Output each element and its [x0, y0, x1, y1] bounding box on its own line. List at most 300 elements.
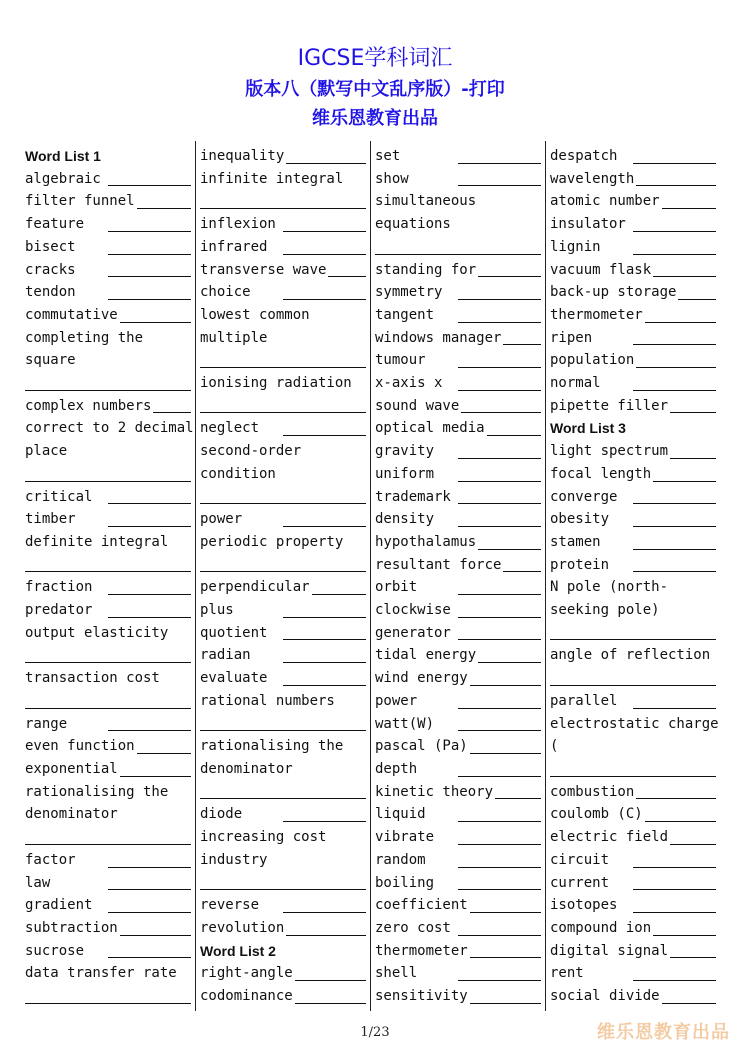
fill-in-blank[interactable]	[120, 776, 191, 777]
vocab-term: kinetic theory	[375, 783, 494, 800]
fill-in-blank[interactable]	[108, 594, 191, 595]
vocab-entry	[375, 599, 545, 622]
fill-in-blank[interactable]	[200, 208, 366, 209]
fill-in-blank[interactable]	[458, 639, 541, 640]
vocab-entry	[375, 213, 545, 236]
fill-in-blank[interactable]	[200, 730, 366, 731]
fill-in-blank[interactable]	[25, 481, 191, 482]
vocab-term: boiling	[375, 874, 435, 891]
vocab-entry	[200, 622, 370, 645]
vocab-term: back-up storage	[550, 284, 677, 301]
vocab-entry	[375, 894, 545, 917]
vocab-entry	[375, 168, 545, 191]
vocab-term: quotient	[200, 624, 268, 641]
vocab-term: tidal energy	[375, 647, 477, 664]
page-number: 1/23	[360, 1025, 390, 1040]
vocab-term: isotopes	[550, 897, 618, 914]
vocab-entry	[25, 667, 195, 690]
vocab-entry	[375, 281, 545, 304]
vocab-entry	[375, 327, 545, 350]
vocab-term: industry	[200, 851, 268, 868]
answer-blank-line	[200, 872, 370, 895]
vocab-entry	[25, 259, 195, 282]
fill-in-blank[interactable]	[108, 254, 191, 255]
fill-in-blank[interactable]	[662, 1003, 716, 1004]
fill-in-blank[interactable]	[286, 163, 366, 164]
fill-in-blank[interactable]	[25, 662, 191, 663]
answer-blank-line	[25, 690, 195, 713]
fill-in-blank[interactable]	[645, 821, 716, 822]
vocab-entry	[550, 735, 720, 758]
vocab-entry	[200, 917, 370, 940]
vocab-term: wavelength	[550, 170, 635, 187]
fill-in-blank[interactable]	[461, 412, 541, 413]
fill-in-blank[interactable]	[458, 481, 541, 482]
vocab-term: inflexion	[200, 216, 276, 233]
vocab-term: reverse	[200, 897, 260, 914]
fill-in-blank[interactable]	[458, 776, 541, 777]
vocab-entry	[25, 781, 195, 804]
vocab-entry	[550, 213, 720, 236]
vocab-term: radian	[200, 647, 251, 664]
vocab-term: rationalising the	[25, 783, 169, 800]
vocab-term: electrostatic charge	[550, 715, 719, 732]
vocab-entry	[25, 190, 195, 213]
vocab-entry	[200, 259, 370, 282]
vocab-entry	[200, 145, 370, 168]
vocab-entry	[200, 690, 370, 713]
fill-in-blank[interactable]	[670, 458, 716, 459]
vocab-entry	[375, 985, 545, 1008]
fill-in-blank[interactable]	[470, 912, 541, 913]
vocab-entry	[550, 395, 720, 418]
vocab-term: revolution	[200, 919, 285, 936]
section-heading	[550, 417, 720, 440]
vocab-entry	[25, 417, 195, 440]
vocab-entry	[550, 576, 720, 599]
vocab-entry	[25, 486, 195, 509]
word-column-1	[25, 145, 195, 1008]
vocab-term: angle of reflection	[550, 647, 711, 664]
fill-in-blank[interactable]	[470, 1003, 541, 1004]
vocab-entry	[200, 463, 370, 486]
fill-in-blank[interactable]	[670, 957, 716, 958]
page-title: IGCSE学科词汇	[297, 46, 453, 71]
vocab-term: clockwise	[375, 602, 451, 619]
fill-in-blank[interactable]	[633, 571, 716, 572]
fill-in-blank[interactable]	[458, 458, 541, 459]
vocab-entry	[375, 145, 545, 168]
fill-in-blank[interactable]	[25, 390, 191, 391]
vocab-term: symmetry	[375, 284, 443, 301]
fill-in-blank[interactable]	[633, 344, 716, 345]
vocab-entry	[550, 190, 720, 213]
fill-in-blank[interactable]	[108, 526, 191, 527]
fill-in-blank[interactable]	[108, 276, 191, 277]
vocab-entry	[550, 440, 720, 463]
vocab-term: coefficient	[375, 897, 468, 914]
vocab-term: zero cost	[375, 919, 451, 936]
fill-in-blank[interactable]	[200, 571, 366, 572]
vocab-term: social divide	[550, 988, 660, 1005]
vocab-term: N pole (north-	[550, 579, 669, 596]
vocab-entry	[375, 713, 545, 736]
fill-in-blank[interactable]	[478, 276, 541, 277]
fill-in-blank[interactable]	[470, 753, 541, 754]
vocab-term: insulator	[550, 216, 626, 233]
fill-in-blank[interactable]	[636, 185, 716, 186]
vocab-term: diode	[200, 806, 243, 823]
fill-in-blank[interactable]	[550, 639, 716, 640]
vocab-entry	[550, 508, 720, 531]
vocab-term: atomic number	[550, 193, 660, 210]
fill-in-blank[interactable]	[458, 617, 541, 618]
answer-blank-line	[200, 190, 370, 213]
fill-in-blank[interactable]	[200, 798, 366, 799]
vocab-entry	[375, 190, 545, 213]
vocab-term: neglect	[200, 420, 260, 437]
fill-in-blank[interactable]	[120, 935, 191, 936]
fill-in-blank[interactable]	[153, 412, 191, 413]
fill-in-blank[interactable]	[283, 912, 366, 913]
fill-in-blank[interactable]	[678, 299, 716, 300]
fill-in-blank[interactable]	[633, 867, 716, 868]
vocab-entry	[375, 486, 545, 509]
vocab-term: critical	[25, 488, 93, 505]
answer-blank-line	[200, 781, 370, 804]
vocab-term: circuit	[550, 851, 610, 868]
fill-in-blank[interactable]	[108, 889, 191, 890]
fill-in-blank[interactable]	[636, 367, 716, 368]
fill-in-blank[interactable]	[633, 889, 716, 890]
fill-in-blank[interactable]	[295, 1003, 366, 1004]
fill-in-blank[interactable]	[295, 980, 366, 981]
fill-in-blank[interactable]	[283, 231, 366, 232]
fill-in-blank[interactable]	[670, 412, 716, 413]
fill-in-blank[interactable]	[653, 481, 716, 482]
fill-in-blank[interactable]	[458, 163, 541, 164]
vocab-entry	[200, 758, 370, 781]
fill-in-blank[interactable]	[108, 730, 191, 731]
vocab-term: lignin	[550, 238, 601, 255]
vocab-term: density	[375, 511, 435, 528]
fill-in-blank[interactable]	[458, 821, 541, 822]
vocab-entry	[25, 349, 195, 372]
fill-in-blank[interactable]	[283, 662, 366, 663]
vocab-term: pipette filler	[550, 397, 669, 414]
fill-in-blank[interactable]	[550, 685, 716, 686]
vocab-entry	[375, 508, 545, 531]
fill-in-blank[interactable]	[283, 821, 366, 822]
vocab-entry	[200, 826, 370, 849]
vocab-entry	[200, 894, 370, 917]
fill-in-blank[interactable]	[108, 503, 191, 504]
vocab-entry	[25, 304, 195, 327]
fill-in-blank[interactable]	[633, 526, 716, 527]
fill-in-blank[interactable]	[108, 299, 191, 300]
answer-blank-line	[25, 644, 195, 667]
answer-blank-line	[550, 667, 720, 690]
answer-blank-line	[25, 554, 195, 577]
vocab-term: depth	[375, 760, 418, 777]
vocab-term: compound ion	[550, 919, 652, 936]
fill-in-blank[interactable]	[137, 753, 191, 754]
fill-in-blank[interactable]	[633, 254, 716, 255]
vocab-term: lowest common	[200, 306, 310, 323]
answer-blank-line	[200, 713, 370, 736]
vocab-term: obesity	[550, 511, 610, 528]
fill-in-blank[interactable]	[503, 571, 541, 572]
vocab-term: timber	[25, 511, 76, 528]
vocab-term: random	[375, 851, 426, 868]
fill-in-blank[interactable]	[458, 390, 541, 391]
fill-in-blank[interactable]	[283, 299, 366, 300]
vocab-term: pascal (Pa)	[375, 738, 468, 755]
fill-in-blank[interactable]	[25, 708, 191, 709]
vocab-term: transverse wave	[200, 261, 327, 278]
fill-in-blank[interactable]	[458, 185, 541, 186]
fill-in-blank[interactable]	[286, 935, 366, 936]
fill-in-blank[interactable]	[458, 889, 541, 890]
fill-in-blank[interactable]	[653, 935, 716, 936]
vocab-entry	[200, 417, 370, 440]
fill-in-blank[interactable]	[458, 299, 541, 300]
section-heading	[25, 145, 195, 168]
fill-in-blank[interactable]	[200, 503, 366, 504]
fill-in-blank[interactable]	[200, 889, 366, 890]
fill-in-blank[interactable]	[633, 503, 716, 504]
vocab-term: place	[25, 443, 68, 460]
vocab-term: thermometer	[375, 942, 468, 959]
fill-in-blank[interactable]	[283, 617, 366, 618]
vocab-term: Word List 2	[200, 942, 276, 959]
fill-in-blank[interactable]	[458, 844, 541, 845]
answer-blank-line	[200, 349, 370, 372]
vocab-term: exponential	[25, 760, 118, 777]
fill-in-blank[interactable]	[633, 231, 716, 232]
answer-blank-line	[550, 758, 720, 781]
vocab-term: sound wave	[375, 397, 460, 414]
fill-in-blank[interactable]	[633, 549, 716, 550]
fill-in-blank[interactable]	[312, 594, 366, 595]
fill-in-blank[interactable]	[550, 776, 716, 777]
fill-in-blank[interactable]	[503, 344, 541, 345]
fill-in-blank[interactable]	[670, 844, 716, 845]
fill-in-blank[interactable]	[633, 980, 716, 981]
vocab-term: complex numbers	[25, 397, 152, 414]
vocab-entry	[25, 599, 195, 622]
vocab-entry	[375, 531, 545, 554]
fill-in-blank[interactable]	[645, 322, 716, 323]
fill-in-blank[interactable]	[633, 390, 716, 391]
vocab-term: combustion	[550, 783, 635, 800]
vocab-entry	[200, 849, 370, 872]
vocab-entry	[200, 576, 370, 599]
fill-in-blank[interactable]	[108, 912, 191, 913]
vocab-term: transaction cost	[25, 670, 160, 687]
vocab-term: shell	[375, 965, 418, 982]
fill-in-blank[interactable]	[458, 526, 541, 527]
fill-in-blank[interactable]	[25, 1003, 191, 1004]
fill-in-blank[interactable]	[633, 708, 716, 709]
vocab-term: commutative	[25, 306, 118, 323]
vocab-entry	[375, 735, 545, 758]
vocab-entry	[375, 622, 545, 645]
fill-in-blank[interactable]	[636, 798, 716, 799]
vocab-term: trademark	[375, 488, 451, 505]
vocab-entry	[375, 349, 545, 372]
vocab-entry	[550, 599, 720, 622]
vocab-entry	[550, 168, 720, 191]
fill-in-blank[interactable]	[283, 254, 366, 255]
vocab-term: show	[375, 170, 409, 187]
fill-in-blank[interactable]	[470, 685, 541, 686]
vocab-entry	[550, 985, 720, 1008]
fill-in-blank[interactable]	[108, 617, 191, 618]
vocab-term: sucrose	[25, 942, 85, 959]
vocab-term: inequality	[200, 148, 285, 164]
fill-in-blank[interactable]	[375, 254, 541, 255]
answer-blank-line	[200, 554, 370, 577]
vocab-term: vacuum flask	[550, 261, 652, 278]
vocab-term: Word List 3	[550, 420, 626, 437]
vocab-entry	[25, 803, 195, 826]
fill-in-blank[interactable]	[458, 935, 541, 936]
vocab-entry	[25, 894, 195, 917]
fill-in-blank[interactable]	[458, 708, 541, 709]
vocab-entry	[550, 872, 720, 895]
vocab-entry	[550, 281, 720, 304]
vocab-term: feature	[25, 216, 85, 233]
vocab-entry	[375, 417, 545, 440]
vocab-entry	[200, 213, 370, 236]
vocab-term: perpendicular	[200, 579, 310, 596]
vocab-term: multiple	[200, 329, 268, 346]
fill-in-blank[interactable]	[283, 435, 366, 436]
vocab-entry	[200, 304, 370, 327]
vocab-entry	[375, 644, 545, 667]
vocab-entry	[200, 372, 370, 395]
vocab-entry	[25, 281, 195, 304]
fill-in-blank[interactable]	[25, 571, 191, 572]
vocab-entry	[375, 826, 545, 849]
vocab-term: law	[25, 874, 51, 891]
fill-in-blank[interactable]	[328, 276, 366, 277]
vocab-entry	[25, 713, 195, 736]
vocab-entry	[550, 781, 720, 804]
fill-in-blank[interactable]	[458, 594, 541, 595]
page-subtitle: 版本八（默写中文乱序版）-打印	[245, 79, 505, 100]
fill-in-blank[interactable]	[478, 549, 541, 550]
vocab-entry	[550, 713, 720, 736]
vocab-term: bisect	[25, 238, 76, 255]
fill-in-blank[interactable]	[120, 322, 191, 323]
fill-in-blank[interactable]	[633, 912, 716, 913]
publisher-line: 维乐恩教育出品	[312, 108, 438, 129]
vocab-entry	[25, 758, 195, 781]
vocab-term: power	[375, 692, 418, 709]
fill-in-blank[interactable]	[458, 980, 541, 981]
fill-in-blank[interactable]	[633, 163, 716, 164]
vocab-term: focal length	[550, 465, 652, 482]
vocab-entry	[550, 349, 720, 372]
fill-in-blank[interactable]	[653, 276, 716, 277]
fill-in-blank[interactable]	[458, 730, 541, 731]
fill-in-blank[interactable]	[25, 844, 191, 845]
fill-in-blank[interactable]	[662, 208, 716, 209]
fill-in-blank[interactable]	[458, 503, 541, 504]
fill-in-blank[interactable]	[458, 322, 541, 323]
vocab-term: infrared	[200, 238, 268, 255]
fill-in-blank[interactable]	[137, 208, 191, 209]
vocab-entry	[25, 962, 195, 985]
fill-in-blank[interactable]	[458, 367, 541, 368]
vocab-entry	[375, 690, 545, 713]
fill-in-blank[interactable]	[283, 685, 366, 686]
vocab-entry	[200, 531, 370, 554]
vocab-term: stamen	[550, 533, 601, 550]
vocab-term: filter funnel	[25, 193, 135, 210]
vocab-entry	[25, 940, 195, 963]
vocab-entry	[375, 259, 545, 282]
fill-in-blank[interactable]	[458, 867, 541, 868]
vocab-term: denominator	[25, 806, 118, 823]
fill-in-blank[interactable]	[108, 867, 191, 868]
fill-in-blank[interactable]	[108, 957, 191, 958]
fill-in-blank[interactable]	[200, 367, 366, 368]
fill-in-blank[interactable]	[487, 435, 541, 436]
vocab-term: digital signal	[550, 942, 669, 959]
vocab-term: subtraction	[25, 919, 118, 936]
vocab-entry	[200, 168, 370, 191]
vocab-entry	[375, 940, 545, 963]
fill-in-blank[interactable]	[108, 185, 191, 186]
vocab-entry	[25, 576, 195, 599]
fill-in-blank[interactable]	[283, 526, 366, 527]
fill-in-blank[interactable]	[283, 639, 366, 640]
fill-in-blank[interactable]	[470, 957, 541, 958]
vocab-term: increasing cost	[200, 829, 327, 846]
vocab-entry	[375, 395, 545, 418]
vocab-entry	[550, 940, 720, 963]
answer-blank-line	[375, 236, 545, 259]
vocab-term: vibrate	[375, 829, 435, 846]
vocab-term: choice	[200, 284, 251, 301]
vocab-term: sensitivity	[375, 988, 468, 1005]
vocab-term: evaluate	[200, 670, 268, 687]
fill-in-blank[interactable]	[200, 412, 366, 413]
vocab-entry	[200, 236, 370, 259]
fill-in-blank[interactable]	[108, 231, 191, 232]
vocab-term: converge	[550, 488, 618, 505]
vocab-entry	[550, 486, 720, 509]
fill-in-blank[interactable]	[478, 662, 541, 663]
vocab-term: definite integral	[25, 533, 169, 550]
fill-in-blank[interactable]	[495, 798, 541, 799]
vocab-term: watt(W)	[375, 715, 435, 732]
vocab-entry	[200, 599, 370, 622]
vocab-term: correct to 2 decimal	[25, 420, 194, 437]
vocab-entry	[200, 440, 370, 463]
vocab-term: range	[25, 715, 68, 732]
vocab-entry	[550, 826, 720, 849]
vocab-entry	[550, 145, 720, 168]
vocab-entry	[375, 576, 545, 599]
vocab-entry	[25, 531, 195, 554]
vocab-term: simultaneous	[375, 193, 477, 210]
answer-blank-line	[25, 372, 195, 395]
word-column-4	[550, 145, 720, 1008]
